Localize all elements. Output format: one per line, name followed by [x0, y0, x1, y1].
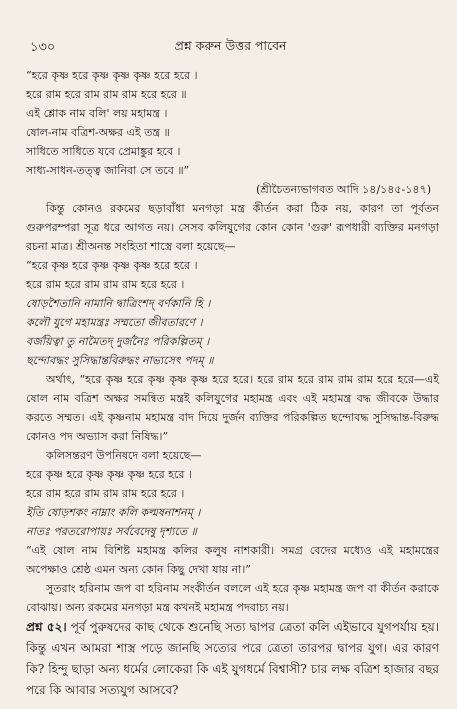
verse-line-sanskrit: বর্জয়িত্বা তু নামৈতদ্ দুর্জনৈঃ পরিকল্পিতম্ । [26, 335, 210, 348]
verse-block-2 [26, 256, 439, 370]
verse-line: এই শ্লোক নাম বলি' লয় মহামন্ত্র । [26, 107, 168, 120]
paragraph: অর্থাৎ, “হরে কৃষ্ণ হরে কৃষ্ণ কৃষ্ণ কৃষ্ণ হরে হরে। হরে রাম হরে রাম রাম রাম হরে হরে—এই ষোল নাম বত্রিশ অক্ষর সমন্বিত মন্ত্রই কলিযুগের মহামন্ত্র এবং এই মহামন্ত্র বদ্ধ জীবকে উদ্ধার করতে সম্মত। এই কৃষ্ণনাম মহামন্ত্র বাদ দিয়ে দুর্জন ব্যক্তির পরিকল্পিত ছন্দোবদ্ধ সুসিদ্ধান্ত-বিরুদ্ধ কোনও পদ অভ্যাস করা নিষিদ্ধ।” [26, 373, 439, 443]
question-number: প্রশ্ন ৫২। [26, 620, 67, 634]
question-paragraph [26, 617, 439, 701]
verse-line: ষোল-নাম বত্রিশ-অক্ষর এই তন্ত্র ॥ [26, 126, 170, 139]
verse-line: “হরে কৃষ্ণ হরে কৃষ্ণ কৃষ্ণ কৃষ্ণ হরে হরে । [26, 69, 198, 82]
verse-line-sanskrit: ইতি ষোড়শকং নাম্নাং কলি কল্মষনাশনম্ । [26, 506, 201, 519]
verse-line: হরে রাম হরে রাম রাম রাম হরে হরে । [26, 278, 185, 291]
verse-line-sanskrit: নাতঃ পরতরোপায়ঃ সর্ববেদেষু দৃশ্যতে ॥ [26, 525, 197, 538]
verse-line: হরে কৃষ্ণ হরে কৃষ্ণ কৃষ্ণ কৃষ্ণ হরে হরে । [26, 468, 192, 481]
verse-line-sanskrit: কলৌ যুগে মহামন্ত্রঃ সম্মতো জীবতারণে । [26, 316, 203, 329]
verse-line-sanskrit: ছন্দোবদ্ধং সুসিদ্ধান্তবিরুদ্ধং নাভ্যসেৎ পদম্ ॥ [26, 354, 214, 367]
verse-block-3 [26, 465, 439, 541]
verse-line: সাধ্য-সাধন-তত্ত্ব জানিবা সে তবে ॥” [26, 164, 190, 177]
page-content [26, 66, 439, 701]
citation: (শ্রীচৈতন্যভাগবত আদি ১৪/১৪৫-১৪৭) [256, 183, 431, 196]
running-title: প্রশ্ন করুন উত্তর পাবেন [174, 38, 287, 53]
verse-line: “হরে কৃষ্ণ হরে কৃষ্ণ কৃষ্ণ কৃষ্ণ হরে হরে । [26, 259, 198, 272]
verse-block-1 [26, 66, 439, 180]
question-text: পূর্ব পুরুষদের কাছ থেকে শুনেছি সত্য দ্বাপর ত্রেতা কলি এইভাবে যুগপর্যায় হয়। কিন্তু এখন আমরা শাস্ত্র পড়ে জানছি সত্যের পরে ত্রেতা তারপর দ্বাপর যুগ। এর কারণ কি? হিন্দু ছাড়া অন্য ধর্মের লোকেরা কি এই যুগধর্মে বিশ্বাসী? চার লক্ষ বত্রিশ হাজার বছর পরে কি আবার সত্যযুগ আসবে? [26, 620, 439, 697]
page-header [26, 38, 435, 54]
verse-line-sanskrit: ষোড়শৈতানি নামানি দ্বাত্রিংশদ্ বর্ণকানি হি । [26, 297, 211, 310]
page-number: ১৩০ [30, 40, 56, 55]
paragraph: “এই ষোল নাম বিশিষ্ট মহামন্ত্র কলির কলুষ নাশকারী। সমগ্র বেদের মধ্যেও এই মহামন্ত্রের অপেক্ষাও শ্রেষ্ঠ এমন অন্য কোন কিছু দেখা যায় না।” [26, 544, 439, 576]
paragraph: কিন্তু কোনও রকমের ছড়াবাঁধা মনগড়া মন্ত্র কীর্তন করা ঠিক নয়, কারণ তা পূর্বতন গুরুপরম্পরা সূত্র ধরে আগত নয়। সেসব কলিযুগের কোন কোন 'গুরু' রূপধারী ব্যক্তির মনগড়া রচনা মাত্র। শ্রীঅনন্ত সংহিতা শাস্ত্রে বলা হয়েছে— [26, 202, 439, 253]
paragraph: কলিসন্তরণ উপনিষদে বলা হয়েছে— [46, 449, 202, 462]
verse-line: হরে রাম হরে রাম রাম রাম হরে হরে । [26, 487, 185, 500]
verse-line: হরে রাম হরে রাম রাম রাম হরে হরে ॥ [26, 88, 187, 101]
verse-line: সাধিতে সাধিতে যবে প্রেমাঙ্কুর হবে । [26, 145, 181, 158]
paragraph: সুতরাং হরিনাম জপ বা হরিনাম সংকীর্তন বললে এই হরে কৃষ্ণ মহামন্ত্র জপ বা কীর্তন করাকে বোঝায়। অন্য রকমের মনগড়া মন্ত্র কখনই মহামন্ত্র পদবাচ্য নয়। [26, 582, 439, 614]
